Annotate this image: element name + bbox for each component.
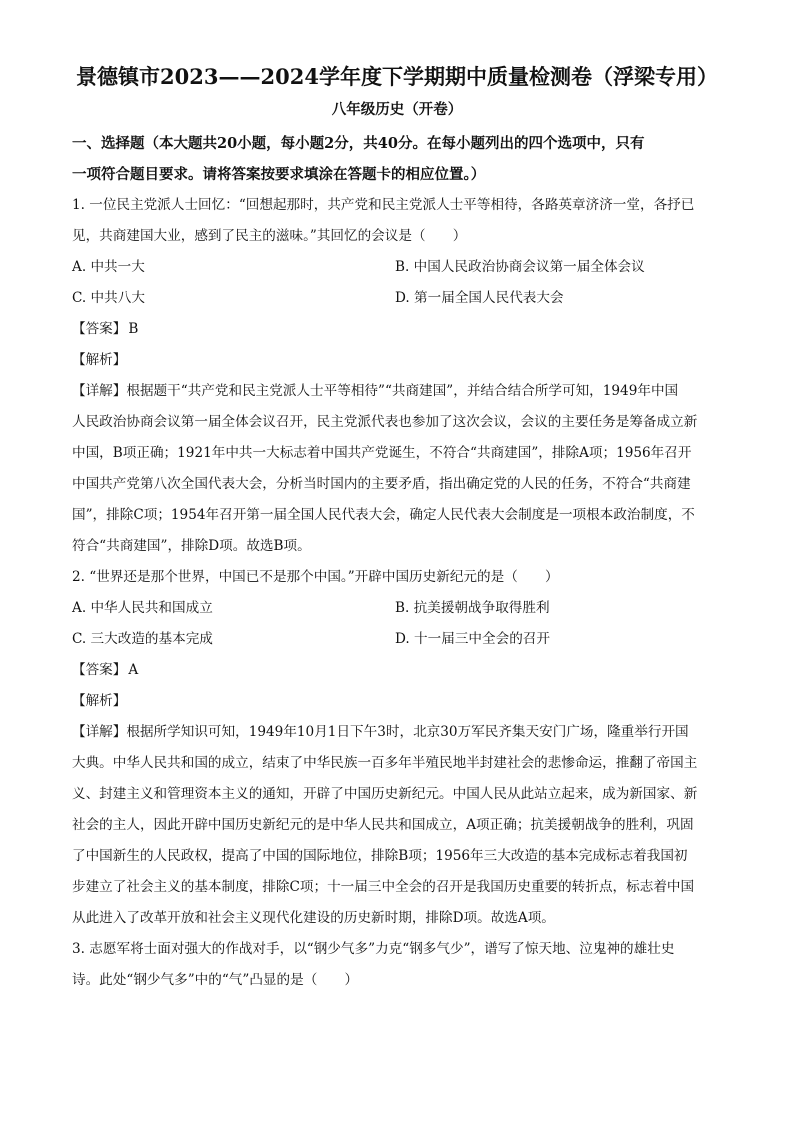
answer-value: A (128, 662, 139, 678)
question-1 (72, 190, 722, 562)
option-b: B. 抗美援朝战争取得胜利 (395, 600, 550, 616)
question-options (72, 252, 722, 314)
option-a: A. 中华人民共和国成立 (72, 600, 213, 616)
option-d: D. 第一届全国人民代表大会 (395, 290, 564, 306)
detail-label: 【详解】 (72, 724, 127, 740)
question-stem: 诗。此处“钢少气多”中的“气”凸显的是（ ） (72, 972, 359, 988)
option-a: A. 中共一大 (72, 259, 145, 275)
option-d: D. 十一届三中全会的召开 (395, 631, 550, 647)
answer-label: 【答案】 (72, 321, 127, 337)
question-stem: 见，共商建国大业，感到了民主的滋味。”其回忆的会议是（ ） (72, 228, 467, 244)
option-b: B. 中国人民政治协商会议第一届全体会议 (395, 259, 645, 275)
analysis-label: 【解析】 (72, 352, 127, 368)
detail-line: 社会的主人，因此开辟中国历史新纪元的是中华人民共和国成立，A项正确；抗美援朝战争的胜利，巩固 (72, 817, 694, 833)
detail-text: 根据所学知识可知，1949年10月1日下午3时，北京30万军民齐集天安门广场，隆重举行开国 (126, 724, 689, 740)
question-3 (72, 934, 722, 996)
detail-line (72, 717, 722, 748)
answer-value: B (128, 321, 139, 337)
detail-text: 根据题干“共产党和民主党派人士平等相待”“共商建国”，并结合结合所学可知，1949年中国 (126, 383, 679, 399)
option-c: C. 三大改造的基本完成 (72, 631, 213, 647)
section-heading-line2: 一项符合题目要求。请将答案按要求填涂在答题卡的相应位置。） (72, 166, 486, 183)
question-2 (72, 562, 722, 934)
answer-line (72, 314, 722, 345)
detail-line: 了中国新生的人民政权，提高了中国的国际地位，排除B项；1956年三大改造的基本完成标志着我国初 (72, 848, 688, 864)
detail-line: 中国，B项正确；1921年中共一大标志着中国共产党诞生，不符合“共商建国”，排除A项；1956年召开 (72, 445, 692, 461)
section-heading-line1: 一、选择题（本大题共20小题，每小题2分，共40分。在每小题列出的四个选项中，只有 (72, 135, 645, 152)
page-subtitle: 八年级历史（开卷） (331, 101, 463, 118)
detail-line: 人民政治协商会议第一届全体会议召开，民主党派代表也参加了这次会议，会议的主要任务是筹备成立新 (72, 414, 698, 430)
answer-line (72, 655, 722, 686)
detail-line: 中国共产党第八次全国代表大会，分析当时国内的主要矛盾，指出确定党的人民的任务，不符合“共商建 (72, 476, 691, 492)
detail-line (72, 376, 722, 407)
detail-line: 步建立了社会主义的基本制度，排除C项；十一届三中全会的召开是我国历史重要的转折点，标志着中国 (72, 879, 695, 895)
option-c: C. 中共八大 (72, 290, 145, 306)
detail-label: 【详解】 (72, 383, 127, 399)
question-options (72, 593, 722, 655)
detail-line: 国”，排除C项；1954年召开第一届全国人民代表大会，确定人民代表大会制度是一项根本政治制度，不 (72, 507, 695, 523)
analysis-label: 【解析】 (72, 693, 127, 709)
detail-line: 符合“共商建国”，排除D项。故选B项。 (72, 538, 311, 554)
answer-label: 【答案】 (72, 662, 127, 678)
detail-line: 从此进入了改革开放和社会主义现代化建设的历史新时期，排除D项。故选A项。 (72, 910, 555, 926)
question-stem: 3. 志愿军将士面对强大的作战对手，以“钢少气多”力克“钢多气少”，谱写了惊天地、泣鬼神的雄壮史 (72, 941, 675, 957)
page-title: 景德镇市2023——2024学年度下学期期中质量检测卷（浮梁专用） (76, 64, 718, 89)
question-stem: 1. 一位民主党派人士回忆：“回想起那时，共产党和民主党派人士平等相待，各路英章济济一堂，各抒已 (72, 197, 695, 213)
detail-line: 义、封建主义和管理资本主义的通知，开辟了中国历史新纪元。中国人民从此站立起来，成为新国家、新 (72, 786, 698, 802)
detail-line: 大典。中华人民共和国的成立，结束了中华民族一百多年半殖民地半封建社会的悲惨命运，推翻了帝国主 (72, 755, 698, 771)
question-stem: 2. “世界还是那个世界，中国已不是那个中国。”开辟中国历史新纪元的是（ ） (72, 569, 559, 585)
